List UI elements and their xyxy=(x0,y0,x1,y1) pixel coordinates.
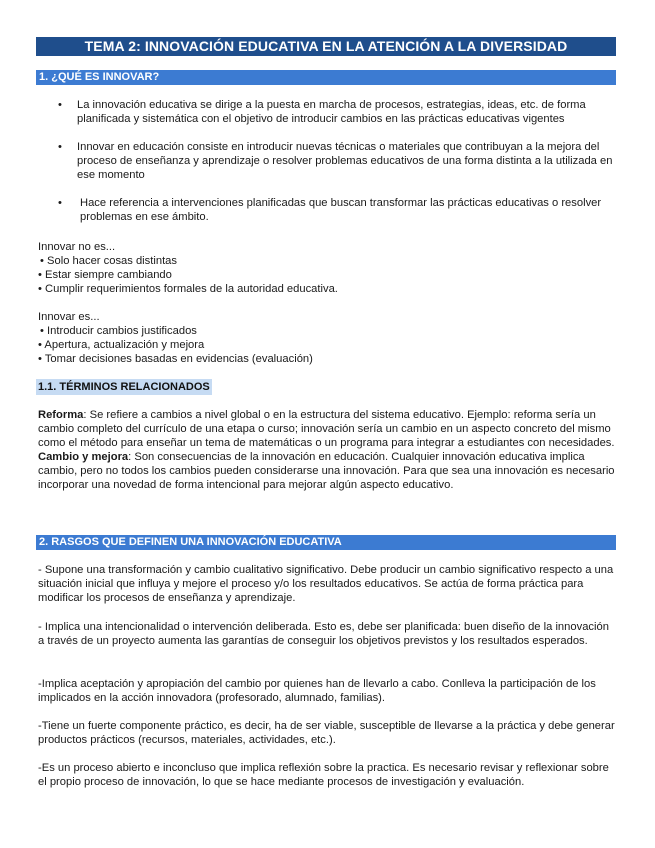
innovar-no-es-intro: Innovar no es... xyxy=(38,241,116,253)
list-item: • Cumplir requerimientos formales de la autoridad educativa. xyxy=(38,282,616,296)
related-terms-block xyxy=(38,408,616,492)
section-1-heading: 1. ¿QUÉ ES INNOVAR? xyxy=(36,70,616,85)
term-cambio-mejora xyxy=(38,450,616,492)
list-item: • Tomar decisiones basadas en evidencias (evaluación) xyxy=(38,352,616,366)
trait-paragraph: - Supone una transformación y cambio cualitativo significativo. Debe producir un cambio significativo respecto a una situación inicial que influya y mejore el proceso y/o los resultados educativos. Se actúa de forma práctica para modificar los procesos de enseñanza y aprendizaje. xyxy=(38,564,614,604)
list-item: • Solo hacer cosas distintas xyxy=(38,254,616,268)
bullet-item: • Hace referencia a intervenciones planificadas que buscan transformar las prácticas educativas o resolver problemas en ese ámbito. xyxy=(58,196,616,224)
section-1-bullets xyxy=(58,98,616,238)
term-reforma xyxy=(38,408,616,450)
term-label: Reforma xyxy=(38,409,84,421)
section-2-heading: 2. RASGOS QUE DEFINEN UNA INNOVACIÓN EDUCATIVA xyxy=(36,535,616,550)
list-item: • Introducir cambios justificados xyxy=(38,324,616,338)
innovar-no-es-list xyxy=(38,254,616,296)
document-title: TEMA 2: INNOVACIÓN EDUCATIVA EN LA ATENCIÓN A LA DIVERSIDAD xyxy=(36,37,616,56)
bullet-item: • La innovación educativa se dirige a la puesta en marcha de procesos, estrategias, ideas, etc. de forma planificada y sistemática con el objetivo de introducir cambios en las prácticas educativas vigentes xyxy=(58,98,616,126)
list-item: • Estar siempre cambiando xyxy=(38,268,616,282)
term-label: Cambio y mejora xyxy=(38,451,129,463)
trait-paragraph: -Es un proceso abierto e inconcluso que implica reflexión sobre la practica. Es necesario revisar y reflexionar sobre el propio proceso de innovación, lo que se hace mediante procesos de investigación y evaluación. xyxy=(38,762,609,788)
term-definition: : Son consecuencias de la innovación en educación. Cualquier innovación educativa implica cambio, pero no todos los cambios pueden considerarse una innovación. Para que sea una innovación es necesario incorporar una novedad de forma intencional para mejorar algún aspecto educativo. xyxy=(38,451,615,491)
trait-paragraph: - Implica una intencionalidad o intervención deliberada. Esto es, debe ser planificada: buen diseño de la innovación a través de un proyecto aumenta las garantías de conseguir los objetivos previstos y los resultados esperados. xyxy=(38,621,609,647)
trait-paragraph: -Tiene un fuerte componente práctico, es decir, ha de ser viable, susceptible de llevarse a la práctica y debe generar productos prácticos (recursos, materiales, actividades, etc.). xyxy=(38,720,615,746)
trait-paragraph: -Implica aceptación y apropiación del cambio por quienes han de llevarlo a cabo. Conlleva la participación de los implicados en la acción innovadora (profesorado, alumnado, familias). xyxy=(38,678,596,704)
term-definition: : Se refiere a cambios a nivel global o en la estructura del sistema educativo. Ejemplo: reforma sería un cambio completo del currículo de una etapa o curso; innovación sería un cambio en un aspecto concreto del mismo como el método para enseñar un tema de matemáticas o un programa para integrar a estudiantes con necesidades. xyxy=(38,409,615,449)
innovar-es-list xyxy=(38,324,616,366)
bullet-item: • Innovar en educación consiste en introducir nuevas técnicas o materiales que contribuyan a la mejora del proceso de enseñanza y aprendizaje o resolver problemas educativos de una forma distinta a la utilizada en ese momento xyxy=(58,140,616,182)
innovar-no-es-block xyxy=(38,240,616,296)
list-item: • Apertura, actualización y mejora xyxy=(38,338,616,352)
innovar-es-intro: Innovar es... xyxy=(38,311,100,323)
section-1-1-heading: 1.1. TÉRMINOS RELACIONADOS xyxy=(38,381,210,393)
innovar-es-block xyxy=(38,310,616,366)
